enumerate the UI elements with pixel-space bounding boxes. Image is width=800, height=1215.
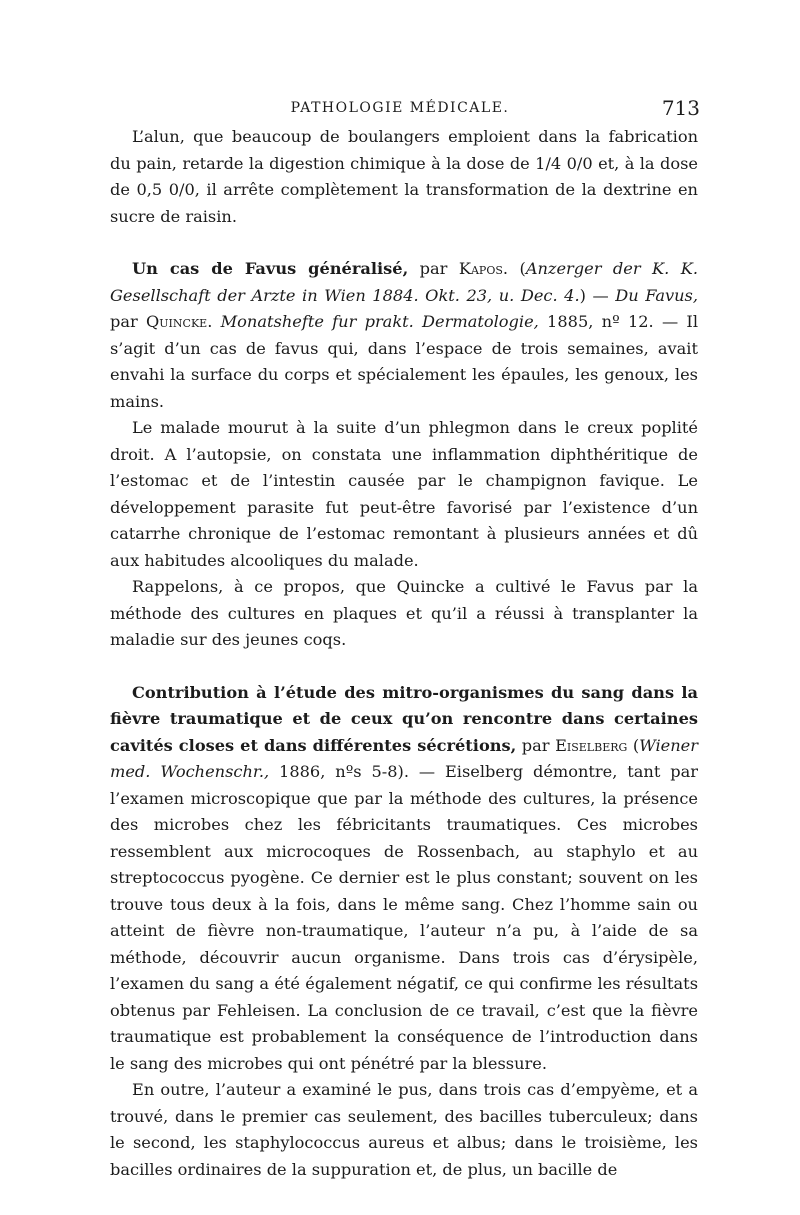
paragraph-en-outre: En outre, l’auteur a examiné le pus, dans trois cas d’empyème, et a trouvé, dans le premier cas seulement, des bacilles tuberculeux; dans le second, les staphylococcus aureus et albus; dans le troisième, les bacilles ordinaires de la suppuration et, de plus, un bacille de: [110, 1080, 698, 1179]
section-spacer: [110, 230, 698, 256]
article-contribution-intro: [110, 680, 698, 1078]
reference-monatshefte: Monatshefte fur prakt. Dermatologie,: [220, 312, 539, 331]
paragraph-malade: Le malade mourut à la suite d’un phlegmon dans le creux poplité droit. A l’autopsie, on constata une inflammation diphthéritique de l’estomac et de l’intestin causée par le champignon favique. Le développement parasite fut peut-être favorisé par l’existence d’un catarrhe chronique de l’estomac remontant à plusieurs années et dû aux habitudes alcooliques du malade.: [110, 418, 698, 570]
paragraph-alun: L’alun, que beaucoup de boulangers emploient dans la fabrication du pain, retarde la digestion chimique à la dose de 1/4 0/0 et, à la dose de 0,5 0/0, il arrête complètement la transformation de la dextrine en sucre de raisin.: [110, 127, 698, 226]
author-quincke: Quincke.: [146, 312, 213, 331]
by-text-3: par: [516, 735, 556, 755]
ref-open: (: [508, 259, 526, 278]
reference-du-favus: Du Favus,: [615, 285, 699, 305]
page-number: 713: [661, 96, 700, 120]
eiselberg-text: 1886, nºs 5-8). — Eiselberg démontre, tant par l’examen microscopique que par la méthode des cultures, la présence des microbes chez les fébricitants traumatiques. Ces microbes ressemblent aux microcoques de Rossenbach, au staphylo et au streptococcus pyogène. Ce dernier est le plus constant; souvent on les trouve tous deux à la fois, dans le même sang. Chez l’homme sain ou atteint de fièvre non-traumatique, l’auteur n’a pu, à l’aide de sa méthode, découvrir aucun organisme. Dans trois cas d’érysipèle, l’examen du sang a été également négatif, ce qui confirme les résultats obtenus par Fehleisen. La conclusion de ce travail, c’est que la fièvre traumatique est probablement la conséquence de l’introduction dans le sang des microbes qui ont pénétré par la blessure.: [110, 762, 698, 1073]
author-kapos: Kapos.: [458, 259, 509, 278]
ref-close: ) —: [579, 285, 616, 305]
paragraph-rappelons: Rappelons, à ce propos, que Quincke a cultivé le Favus par la méthode des cultures en plaques et qu’il a réussi à transplanter la maladie sur des jeunes coqs.: [110, 577, 698, 649]
ref-space: [212, 312, 220, 331]
ref-open-2: (: [627, 735, 640, 755]
by-text: par: [408, 259, 459, 278]
article-favus-intro: [110, 256, 698, 415]
article-title-contribution: Contribution à l’étude des mitro-organismes du sang dans la fièvre traumatique et de ceux qu’on rencontre dans certaines cavités closes et dans différentes sécrétions,: [110, 682, 698, 755]
author-eiselberg: Eiselberg: [555, 735, 628, 755]
reference-anzerger: Anzerger der K. K. Gesellschaft der Arzte in Wien 1884. Okt. 23, u. Dec. 4.: [110, 259, 698, 305]
body-text: [110, 124, 698, 1183]
article-title-favus: Un cas de Favus généralisé,: [132, 259, 409, 278]
reference-wiener: Wiener med. Wochenschr.,: [110, 735, 698, 781]
by-text-2: par: [110, 312, 147, 331]
running-title: PATHOLOGIE MÉDICALE.: [290, 100, 510, 116]
section-spacer-2: [110, 654, 698, 680]
favus-case-text: 1885, nº 12. — Il s’agit d’un cas de favus qui, dans l’espace de trois semaines, avait envahi la surface du corps et spécialement les épaules, les genoux, les mains.: [110, 312, 698, 411]
